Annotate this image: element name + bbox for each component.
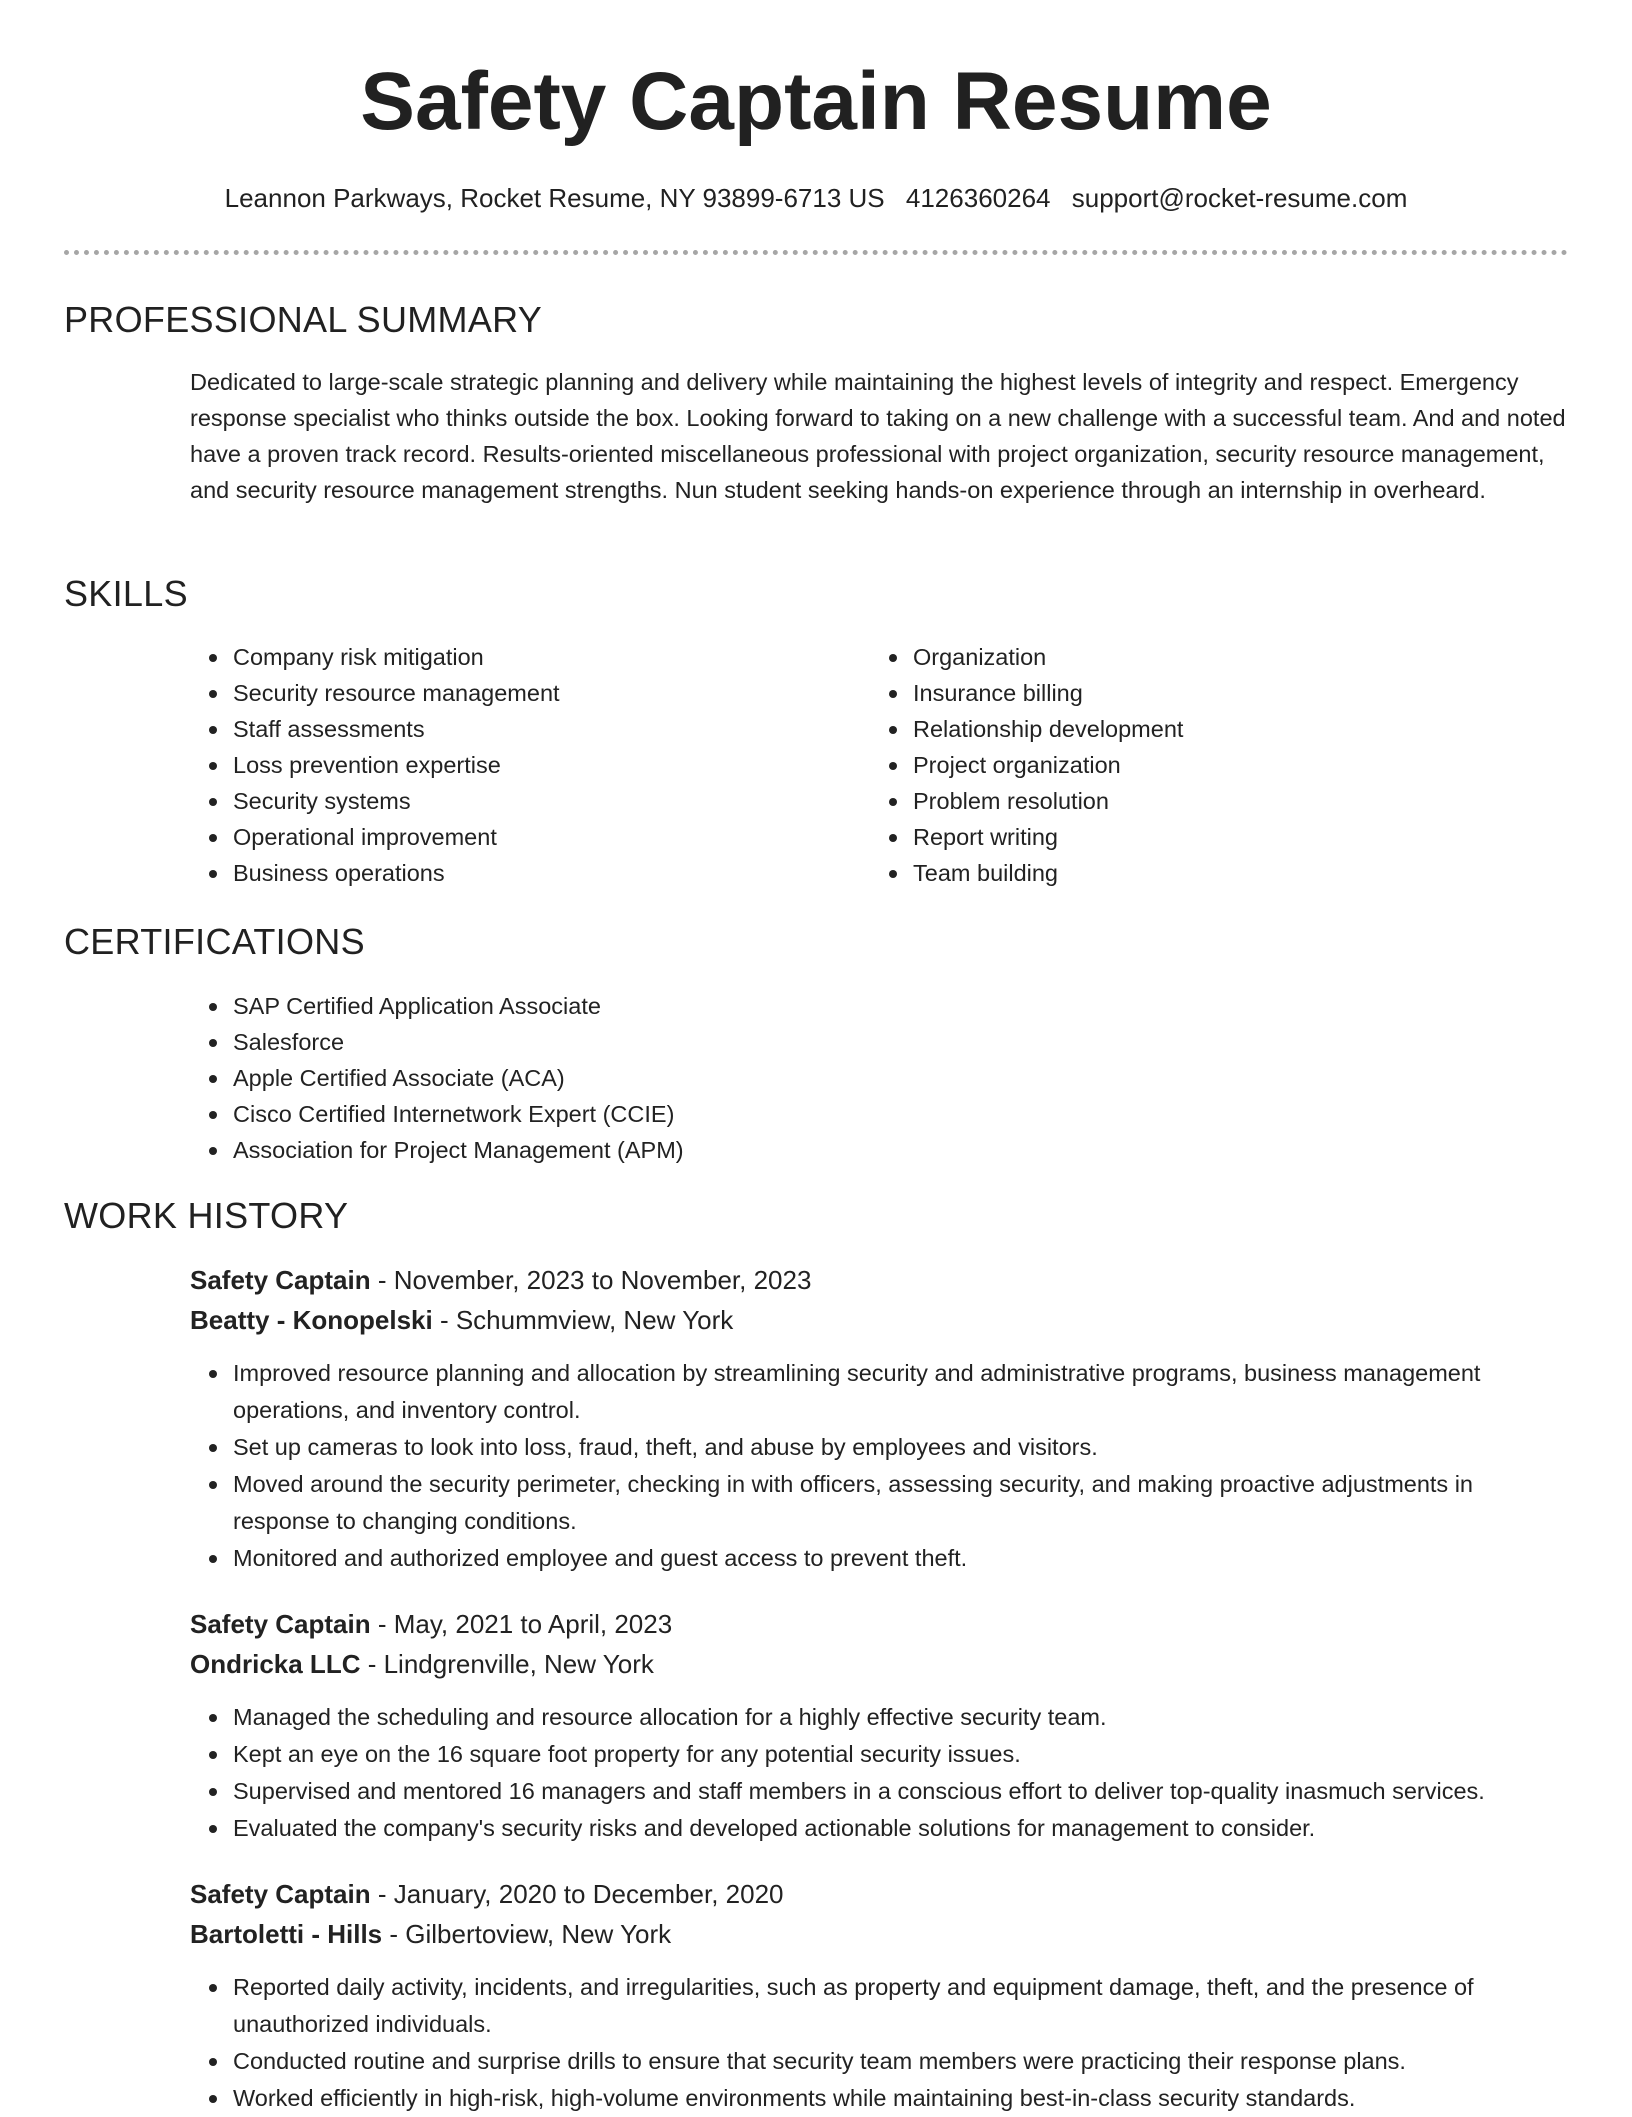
job-bullets xyxy=(233,1355,1573,1577)
job-dates: May, 2021 to April, 2023 xyxy=(393,1609,673,1639)
skill-item: Problem resolution xyxy=(913,783,1513,819)
summary-heading: PROFESSIONAL SUMMARY xyxy=(64,299,543,340)
job-title-line: Safety Captain - November, 2023 to November, 2023 xyxy=(190,1265,812,1295)
job-title-line: Safety Captain - May, 2021 to April, 2023 xyxy=(190,1609,673,1639)
contact-phone: 4126360264 xyxy=(905,183,1051,213)
skill-item: Team building xyxy=(913,855,1513,891)
skill-item: Business operations xyxy=(233,855,833,891)
job-company: Beatty - Konopelski xyxy=(190,1305,433,1335)
skills-list-right xyxy=(913,639,1513,891)
skills-heading: SKILLS xyxy=(64,573,188,614)
job-dates: November, 2023 to November, 2023 xyxy=(393,1265,812,1295)
job-title-line: Safety Captain - January, 2020 to December, 2020 xyxy=(190,1879,784,1909)
job-company-line: Beatty - Konopelski - Schummview, New York xyxy=(190,1305,734,1335)
job-bullet: Supervised and mentored 16 managers and staff members in a conscious effort to deliver top-quality inasmuch services. xyxy=(233,1773,1573,1810)
skill-item: Organization xyxy=(913,639,1513,675)
certifications-list xyxy=(233,988,1133,1168)
job-bullet: Kept an eye on the 16 square foot property for any potential security issues. xyxy=(233,1736,1573,1773)
skill-item: Security resource management xyxy=(233,675,833,711)
certifications-heading: CERTIFICATIONS xyxy=(64,921,365,962)
contact-email: support@rocket-resume.com xyxy=(1071,183,1408,213)
skill-item: Staff assessments xyxy=(233,711,833,747)
skill-item: Report writing xyxy=(913,819,1513,855)
skill-item: Security systems xyxy=(233,783,833,819)
summary-text: Dedicated to large-scale strategic planning and delivery while maintaining the highest levels of integrity and respect. Emergency response specialist who thinks outside the box. Looking forward to taking on a new challenge with a successful team. And and noted have a proven track record. Results-oriented miscellaneous professional with project organization, security resource management, and security resource management strengths. Nun student seeking hands-on experience through an internship in overheard. xyxy=(190,369,1566,503)
certification-item: Salesforce xyxy=(233,1024,1133,1060)
job-bullet: Set up cameras to look into loss, fraud, theft, and abuse by employees and visitors. xyxy=(233,1429,1573,1466)
contact-line xyxy=(0,180,1632,216)
certification-item: Association for Project Management (APM) xyxy=(233,1132,1133,1168)
job-bullet: Improved resource planning and allocation by streamlining security and administrative programs, business management operations, and inventory control. xyxy=(233,1355,1573,1429)
work-history-heading: WORK HISTORY xyxy=(64,1195,349,1236)
contact-address: Leannon Parkways, Rocket Resume, NY 93899-6713 US xyxy=(224,183,885,213)
resume-title: Safety Captain Resume xyxy=(360,56,1272,147)
job-title: Safety Captain xyxy=(190,1265,371,1295)
job-title: Safety Captain xyxy=(190,1609,371,1639)
job-bullets xyxy=(233,1969,1573,2117)
skill-item: Project organization xyxy=(913,747,1513,783)
job-bullet: Reported daily activity, incidents, and irregularities, such as property and equipment damage, theft, and the presence of unauthorized individuals. xyxy=(233,1969,1573,2043)
skill-item: Company risk mitigation xyxy=(233,639,833,675)
job-company-line: Bartoletti - Hills - Gilbertoview, New York xyxy=(190,1919,672,1949)
job-bullet: Evaluated the company's security risks and developed actionable solutions for management to consider. xyxy=(233,1810,1573,1847)
skill-item: Loss prevention expertise xyxy=(233,747,833,783)
certification-item: Apple Certified Associate (ACA) xyxy=(233,1060,1133,1096)
certification-item: Cisco Certified Internetwork Expert (CCIE) xyxy=(233,1096,1133,1132)
certification-item: SAP Certified Application Associate xyxy=(233,988,1133,1024)
skills-list-left xyxy=(233,639,833,891)
job-bullet: Moved around the security perimeter, checking in with officers, assessing security, and making proactive adjustments in response to changing conditions. xyxy=(233,1466,1573,1540)
header-divider xyxy=(64,250,1568,255)
job-location: Lindgrenville, New York xyxy=(383,1649,654,1679)
job-dates: January, 2020 to December, 2020 xyxy=(393,1879,784,1909)
job-location: Schummview, New York xyxy=(455,1305,734,1335)
job-bullets xyxy=(233,1699,1573,1847)
job-company: Ondricka LLC xyxy=(190,1649,361,1679)
job-bullet: Conducted routine and surprise drills to ensure that security team members were practicing their response plans. xyxy=(233,2043,1573,2080)
job-location: Gilbertoview, New York xyxy=(405,1919,672,1949)
skill-item: Relationship development xyxy=(913,711,1513,747)
job-title: Safety Captain xyxy=(190,1879,371,1909)
job-bullet: Worked efficiently in high-risk, high-volume environments while maintaining best-in-class security standards. xyxy=(233,2080,1573,2117)
skill-item: Operational improvement xyxy=(233,819,833,855)
job-bullet: Monitored and authorized employee and guest access to prevent theft. xyxy=(233,1540,1573,1577)
job-company: Bartoletti - Hills xyxy=(190,1919,383,1949)
job-bullet: Managed the scheduling and resource allocation for a highly effective security team. xyxy=(233,1699,1573,1736)
skill-item: Insurance billing xyxy=(913,675,1513,711)
job-company-line: Ondricka LLC - Lindgrenville, New York xyxy=(190,1649,654,1679)
